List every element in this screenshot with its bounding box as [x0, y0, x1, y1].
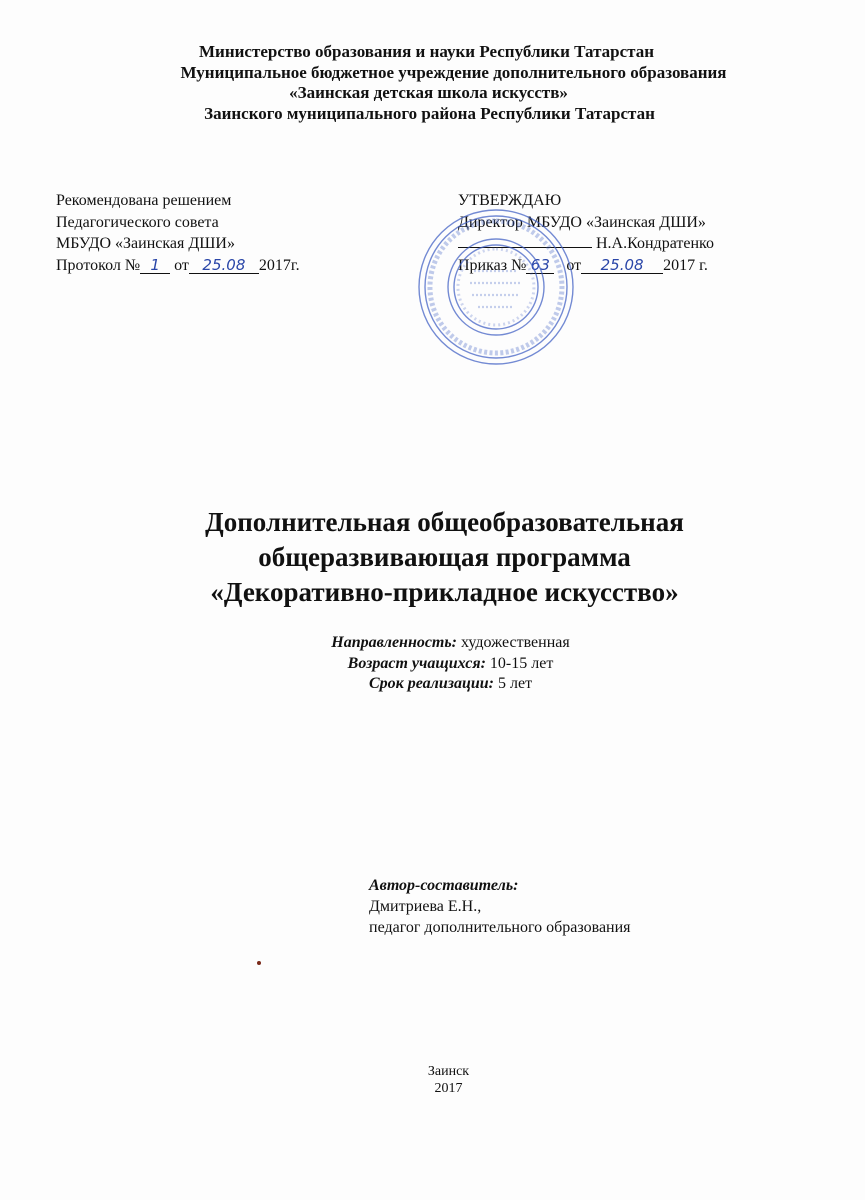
protocol-date: 25.08 — [189, 257, 259, 274]
age-label: Возраст учащихся: — [347, 654, 486, 672]
author-name: Дмитриева Е.Н., — [369, 898, 482, 915]
title-line-1: Дополнительная общеобразовательная — [205, 507, 684, 537]
title-line-2: общеразвивающая программа — [258, 542, 631, 572]
signature-blank — [458, 233, 592, 248]
program-title — [12, 505, 865, 610]
protocol-from-label: от — [174, 256, 189, 274]
district-line: Заинского муниципального района Республики Татарстан — [204, 103, 655, 123]
age-value: 10-15 лет — [489, 654, 554, 672]
author-position: педагог дополнительного образования — [369, 919, 631, 936]
institution-header — [0, 42, 865, 124]
order-date: 25.08 — [581, 257, 663, 274]
direction-row — [18, 633, 865, 654]
order-from-label: от — [566, 256, 582, 274]
footer — [16, 1063, 865, 1097]
author-block — [369, 875, 631, 938]
protocol-line — [56, 255, 300, 277]
ministry-line: Министерство образования и науки Республики Татарстан — [199, 42, 654, 61]
protocol-year: 2017г. — [258, 256, 300, 274]
order-label: Приказ № — [458, 256, 527, 274]
footer-year: 2017 — [434, 1081, 463, 1096]
recommended-line-3: МБУДО «Заинская ДШИ» — [56, 235, 235, 252]
ink-spot — [257, 961, 261, 965]
order-year: 2017 г. — [663, 256, 708, 274]
term-row — [18, 674, 865, 695]
approved-block — [458, 190, 714, 276]
protocol-label: Протокол № — [56, 256, 141, 274]
stamp-center-lines — [470, 271, 522, 307]
protocol-number: 1 — [140, 257, 170, 274]
signature-line — [458, 233, 714, 255]
recommended-line-1: Рекомендована решением — [56, 192, 232, 209]
term-value: 5 лет — [497, 675, 533, 692]
recommended-block — [56, 190, 300, 276]
title-line-3: «Декоративно-прикладное искусство» — [210, 577, 679, 607]
recommended-line-2: Педагогического совета — [56, 213, 219, 231]
term-label: Срок реализации: — [368, 675, 494, 692]
order-number: 63 — [526, 257, 554, 274]
institution-line: Муниципальное бюджетное учреждение дополнительного образования — [180, 62, 727, 82]
age-row — [18, 654, 865, 675]
signer-name: Н.А.Кондратенко — [596, 235, 714, 252]
director-line: Директор МБУДО «Заинская ДШИ» — [458, 213, 706, 231]
direction-value: художественная — [461, 634, 570, 651]
footer-city: Заинск — [427, 1064, 470, 1079]
order-line — [458, 255, 714, 277]
approved-heading: УТВЕРЖДАЮ — [458, 192, 562, 209]
school-name-line: «Заинская детская школа искусств» — [289, 83, 568, 102]
author-label: Автор-составитель: — [369, 877, 519, 894]
direction-label: Направленность: — [331, 634, 458, 651]
program-meta — [18, 633, 865, 695]
